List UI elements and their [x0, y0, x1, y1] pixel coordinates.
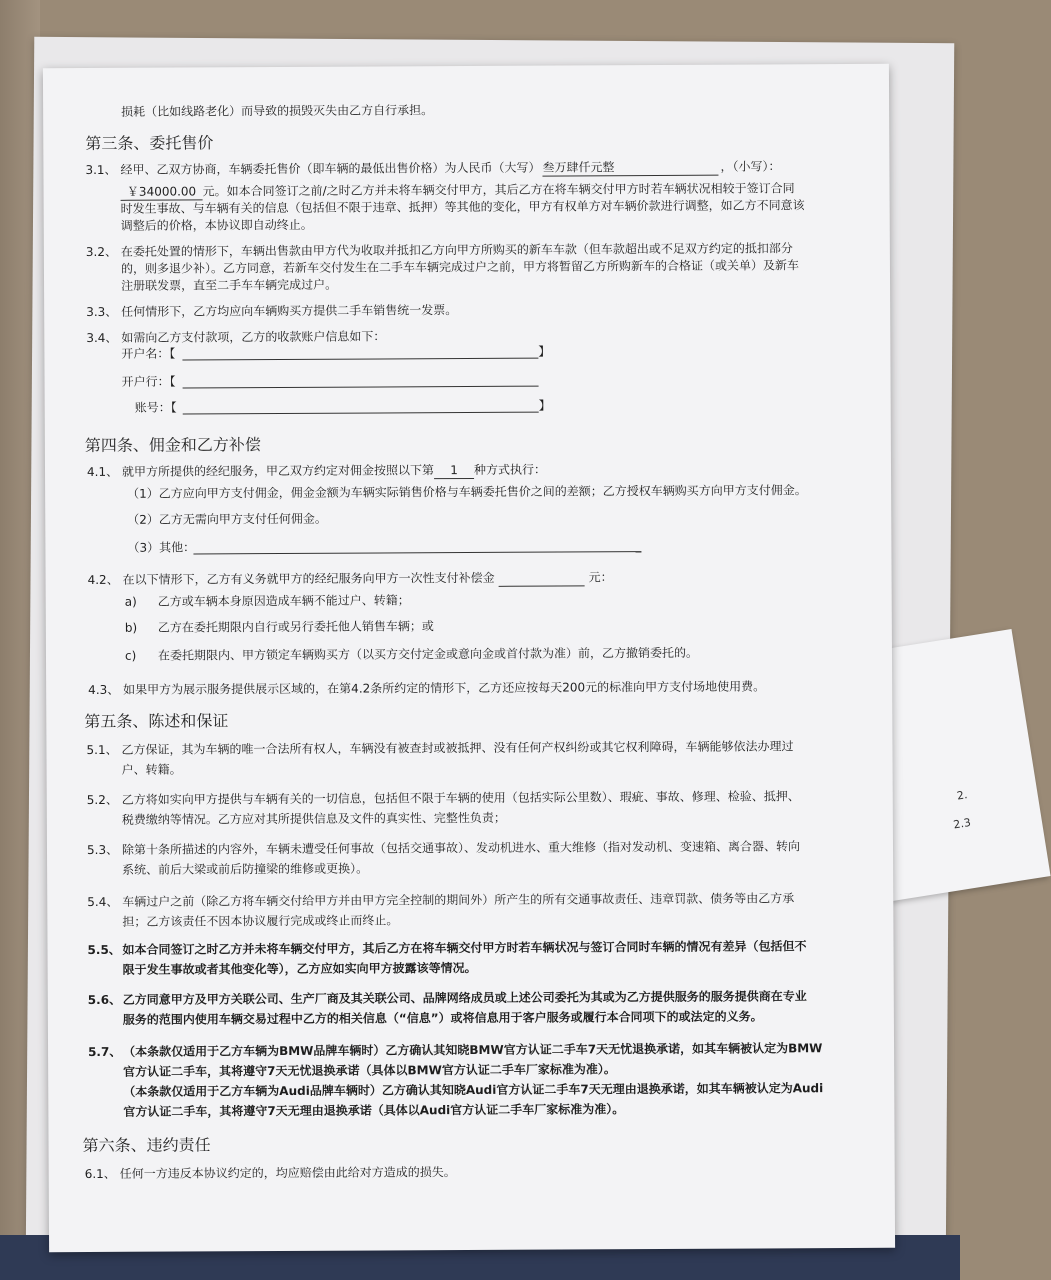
- account-bank-blank: [183, 386, 539, 389]
- clause-4-2-text-a: 在以下情形下，乙方有义务就甲方的经纪服务向甲方一次性支付补偿金: [122, 570, 495, 587]
- clause-5-6-line-1: 乙方同意甲方及甲方关联公司、生产厂商及其关联公司、品牌网络成员或上述公司委托为其或为乙方提供服务的服务提供商在专业: [122, 989, 807, 1007]
- clause-5-7-line-3: （本条款仅适用于乙方车辆为Audi品牌车辆时）乙方确认其知晓Audi官方认证二手车7天无理由退换承诺，如其车辆被认定为Audi: [123, 1081, 824, 1099]
- account-name-bracket: 】: [538, 344, 551, 359]
- option-1: （1）乙方应向甲方支付佣金，佣金金额为车辆实际销售价格与车辆委托售价之间的差额；乙方授权车辆购买方向甲方支付佣金。: [127, 483, 807, 501]
- clause-3-2-number: 3.2、: [85, 244, 117, 260]
- clause-3-1-line-4: 调整后的价格，本协议即自动终止。: [120, 217, 313, 233]
- account-bank-label: 开户行：【: [121, 374, 176, 389]
- account-number-bracket: 】: [538, 398, 551, 413]
- clause-5-2-number: 5.2、: [86, 792, 118, 808]
- commission-option-field: [434, 462, 474, 479]
- clause-5-7-line-2: 官方认证二手车，其将遵守7天无忧退换承诺（具体以BMW官方认证二手车厂家标准为准）。: [123, 1062, 616, 1079]
- clause-4-2-line-1: [123, 569, 613, 589]
- clause-5-4-line-1: 车辆过户之前（除乙方将车辆交付给甲方并由甲方完全控制的期间外）所产生的所有交通事故责任、违章罚款、债务等由乙方承: [122, 891, 795, 909]
- clause-5-1-number: 5.1、: [86, 742, 118, 758]
- contract-page: [43, 64, 895, 1252]
- section-6-heading: 第六条、违约责任: [82, 1135, 211, 1156]
- option-2: （2）乙方无需向甲方支付任何佣金。: [127, 511, 327, 527]
- clause-3-1-number: 3.1、: [85, 162, 117, 178]
- section-3-heading: 第三条、委托售价: [85, 133, 214, 154]
- clause-4-1-text-b: 种方式执行：: [473, 462, 547, 477]
- clause-3-4-line-1: 如需向乙方支付款项，乙方的收款账户信息如下：: [121, 329, 386, 345]
- clause-5-2-line-1: 乙方将如实向甲方提供与车辆有关的一切信息，包括但不限于车辆的使用（包括实际公里数）、瑕疵、事故、修理、检验、抵押、: [121, 789, 800, 807]
- clause-6-1-number: 6.1、: [84, 1166, 116, 1182]
- clause-3-1-line-3: 时发生事故、与车辆有关的信息（包括但不限于违章、抵押）等其他的变化，甲方有权单方对车辆价款进行调整，如乙方不同意该: [120, 198, 805, 216]
- clause-5-3-line-1: 除第十条所描述的内容外，车辆未遭受任何事故（包括交通事故）、发动机进水、重大维修（指对发动机、变速箱、离合器、转向: [121, 839, 801, 857]
- clause-5-3-line-2: 系统、前后大梁或前后防撞梁的维修或更换）。: [122, 861, 369, 877]
- clause-3-1-text-c: 元。如本合同签订之前/之时乙方并未将车辆交付甲方，其后乙方在将车辆交付甲方时若车辆状况相较于签订合同: [202, 181, 795, 199]
- clause-5-4-number: 5.4、: [87, 894, 119, 910]
- section-5-heading: 第五条、陈述和保证: [84, 711, 229, 732]
- clause-5-5-line-1: 如本合同签订之时乙方并未将车辆交付甲方，其后乙方在将车辆交付甲方时若车辆状况与签订合同时车辆的情况有差异（包括但不: [122, 939, 807, 957]
- side-sheet-mark-1: 2.: [955, 788, 969, 803]
- item-c-label: c): [124, 648, 137, 663]
- amount-words-field: [542, 159, 718, 177]
- amount-in-figures: ￥34000.00: [126, 184, 197, 199]
- clause-5-7-number: 5.7、: [88, 1044, 122, 1059]
- clause-4-1-number: 4.1、: [86, 464, 119, 479]
- clause-5-1-line-2: 户、转籍。: [121, 762, 182, 777]
- clause-5-3-number: 5.3、: [86, 842, 119, 858]
- account-name-blank: [182, 358, 538, 361]
- amount-number-field: [121, 183, 203, 200]
- item-c-text: 在委托期限内、甲方锁定车辆购买方（以买方交付定金或意向金或首付款为准）前，乙方撤销委托的。: [157, 645, 699, 663]
- clause-3-4-number: 3.4、: [86, 330, 118, 345]
- clause-3-2-line-3: 注册联发票，直至二手车车辆完成过户。: [121, 277, 338, 293]
- clause-3-2-line-2: 的，则多退少补）。乙方同意，若新车交付发生在二手车车辆完成过户之前，甲方将暂留乙方所购新车的合格证（或关单）及新车: [120, 258, 800, 276]
- option-3-blank: [193, 551, 641, 554]
- account-number-blank: [183, 412, 539, 415]
- item-a-text: 乙方或车辆本身原因造成车辆不能过户、转籍；: [157, 593, 410, 609]
- clause-4-2-number: 4.2、: [87, 572, 119, 587]
- clause-6-1-line-1: 任何一方违反本协议约定的，均应赔偿由此给对方造成的损失。: [119, 1165, 456, 1181]
- item-a-label: a): [124, 594, 137, 609]
- clause-5-7-line-4: 官方认证二手车，其将遵守7天无理由退换承诺（具体以Audi官方认证二手车厂家标准为准）。: [123, 1102, 625, 1119]
- clause-3-1-line-1: [120, 158, 780, 178]
- clause-5-7-line-1: （本条款仅适用于乙方车辆为BMW品牌车辆时）乙方确认其知晓BMW官方认证二手车7天无忧退换承诺，如其车辆被认定为BMW: [123, 1041, 823, 1059]
- clause-4-1-text-a: 就甲方所提供的经纪服务，甲乙双方约定对佣金按照以下第: [121, 463, 435, 479]
- clause-5-5-line-2: 限于发生事故或者其他变化等），乙方应如实向甲方披露该等情况。: [122, 960, 477, 977]
- clause-3-1-text-b: ，（小写）：: [720, 159, 781, 174]
- clause-4-1-line-1: [122, 462, 546, 481]
- carryover-line: 损耗（比如线路老化）而导致的损毁灭失由乙方自行承担。: [121, 103, 434, 119]
- clause-3-1-text-a: 经甲、乙双方协商，车辆委托售价（即车辆的最低出售价格）为人民币（大写）: [120, 160, 541, 177]
- item-b-text: 乙方在委托期限内自行或另行委托他人销售车辆；或: [157, 619, 434, 635]
- option-3-label: （3）其他：: [127, 540, 196, 555]
- clause-5-6-number: 5.6、: [87, 992, 122, 1008]
- clause-5-6-line-2: 服务的范围内使用车辆交易过程中乙方的相关信息（“信息”）或将信息用于客户服务或履行本合同项下的或法定的义务。: [122, 1009, 763, 1027]
- clause-5-5-number: 5.5、: [87, 942, 121, 958]
- clause-4-3-number: 4.3、: [88, 682, 120, 697]
- clause-4-2-text-b: 元：: [588, 570, 613, 585]
- clause-4-3-line-1: 如果甲方为展示服务提供展示区域的，在第4.2条所约定的情形下，乙方还应按每天200元的标准向甲方支付场地使用费。: [123, 679, 766, 697]
- clause-5-1-line-1: 乙方保证，其为车辆的唯一合法所有权人，车辆没有被查封或被抵押、没有任何产权纠纷或其它权利障碍，车辆能够依法办理过: [121, 739, 794, 757]
- section-4-heading: 第四条、佣金和乙方补偿: [84, 435, 261, 456]
- clause-3-3-number: 3.3、: [86, 304, 118, 319]
- account-name-label: 开户名：【: [121, 346, 176, 361]
- item-b-label: b): [124, 620, 138, 635]
- clause-5-2-line-2: 税费缴纳等情况。乙方应对其所提供信息及文件的真实性、完整性负责；: [121, 810, 506, 827]
- clause-5-4-line-2: 担；乙方该责任不因本协议履行完成或终止而终止。: [122, 913, 399, 929]
- commission-option-value: 1: [450, 463, 458, 478]
- amount-in-words: 叁万肆仟元整: [542, 160, 615, 175]
- clause-3-2-line-1: 在委托处置的情形下，车辆出售款由甲方代为收取并抵扣乙方向甲方所购买的新车车款（但车款超出或不足双方约定的抵扣部分: [120, 241, 793, 259]
- side-sheet-mark-2: 2.3: [952, 815, 972, 832]
- clause-3-3-line-1: 任何情形下，乙方均应向车辆购买方提供二手车销售统一发票。: [121, 303, 458, 319]
- account-number-label: 账号：【: [134, 400, 177, 415]
